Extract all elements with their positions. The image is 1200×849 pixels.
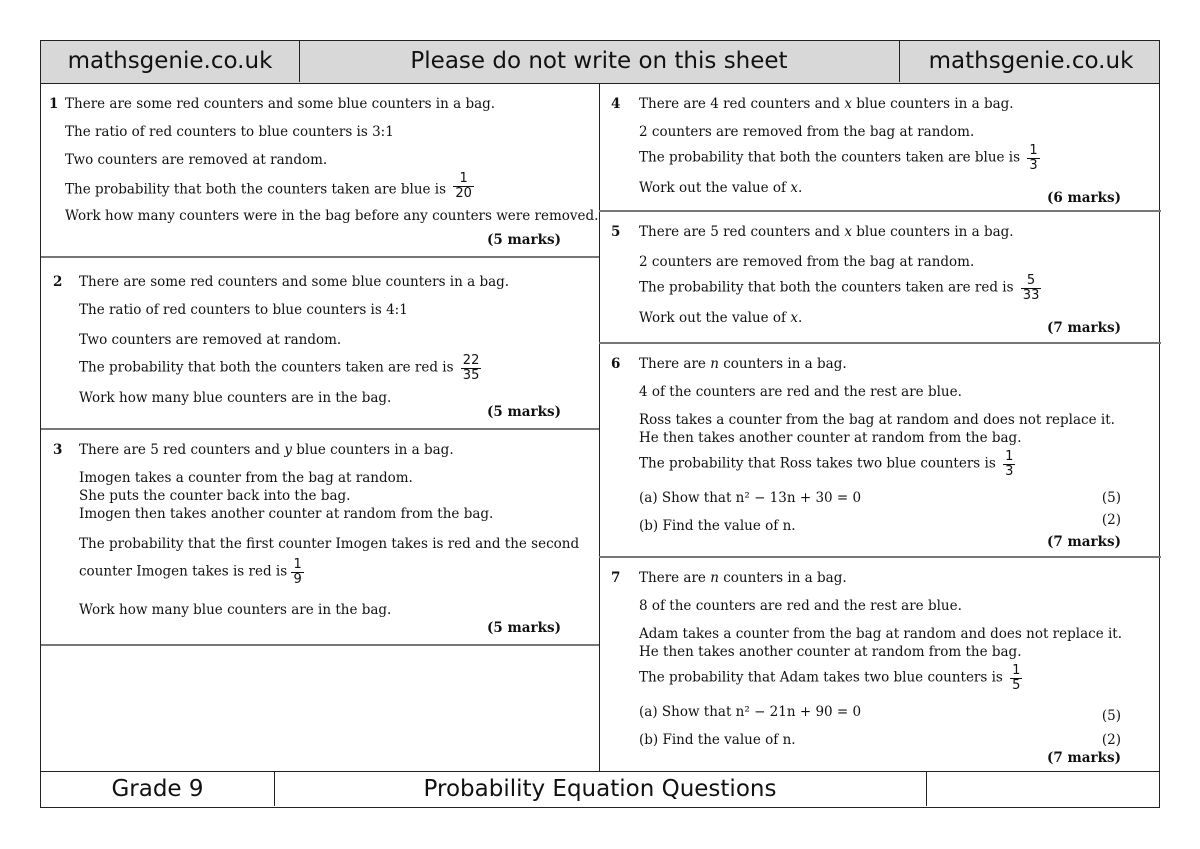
question-text: The probability that both the counters taken are red is bbox=[79, 359, 454, 376]
question-text bbox=[639, 180, 802, 196]
header-site-left: mathsgenie.co.uk bbox=[41, 41, 300, 82]
fraction-denominator: 3 bbox=[1029, 157, 1038, 173]
part-a-marks: (5) bbox=[1101, 490, 1121, 506]
question-text: counters in a bag. bbox=[718, 570, 847, 586]
question-text: blue counters in a bag. bbox=[851, 224, 1014, 240]
question-text: The ratio of red counters to blue counters is 4:1 bbox=[79, 302, 408, 318]
question-text: The probability that both the counters taken are red is bbox=[639, 279, 1014, 296]
question-text: He then takes another counter at random from the bag. bbox=[639, 644, 1022, 660]
question-text: The probability that Adam takes two blue counters is bbox=[639, 669, 1003, 686]
question-7 bbox=[599, 558, 1161, 774]
question-text: Work how many counters were in the bag before any counters were removed. bbox=[65, 208, 599, 224]
fraction-denominator: 20 bbox=[455, 185, 472, 201]
fraction bbox=[461, 354, 482, 382]
variable: n bbox=[710, 570, 719, 586]
question-5 bbox=[599, 212, 1161, 344]
question-text: Imogen then takes another counter at random from the bag. bbox=[79, 506, 494, 522]
part-b-text: (b) Find the value of n. bbox=[639, 518, 796, 534]
question-text: Work out the value of bbox=[639, 180, 791, 196]
question-text bbox=[79, 442, 454, 458]
question-text: Work how many blue counters are in the bag. bbox=[79, 390, 392, 406]
fraction-numerator: 5 bbox=[1021, 274, 1042, 289]
marks-label: (6 marks) bbox=[1047, 190, 1121, 206]
right-column bbox=[599, 84, 1161, 771]
fraction-numerator: 1 bbox=[453, 172, 474, 187]
question-text bbox=[639, 356, 847, 372]
left-column bbox=[41, 84, 600, 771]
question-text bbox=[639, 310, 802, 326]
header-notice: Please do not write on this sheet bbox=[410, 48, 788, 74]
question-text: There are some red counters and some blue counters in a bag. bbox=[79, 274, 510, 290]
worksheet bbox=[40, 40, 1160, 808]
question-6 bbox=[599, 344, 1161, 558]
question-number: 3 bbox=[53, 442, 63, 458]
fraction bbox=[1027, 144, 1039, 172]
fraction-denominator: 3 bbox=[1005, 463, 1014, 479]
question-text bbox=[79, 558, 307, 586]
fraction bbox=[1010, 664, 1022, 692]
question-text: Imogen takes a counter from the bag at random. bbox=[79, 470, 413, 486]
fraction-numerator: 22 bbox=[462, 353, 480, 368]
fraction-denominator: 5 bbox=[1012, 677, 1021, 693]
question-text: There are 4 red counters and bbox=[639, 96, 845, 112]
part-b-marks: (2) bbox=[1101, 512, 1121, 528]
question-text bbox=[639, 664, 1025, 692]
question-number: 7 bbox=[611, 570, 621, 586]
marks-label: (5 marks) bbox=[487, 232, 561, 248]
question-text: The probability that both the counters taken are blue is bbox=[639, 149, 1021, 166]
fraction-denominator: 33 bbox=[1022, 287, 1040, 303]
question-number: 6 bbox=[611, 356, 621, 372]
question-text: The probability that both the counters taken are blue is bbox=[65, 181, 447, 198]
marks-label: (5 marks) bbox=[487, 404, 561, 420]
marks-label: (7 marks) bbox=[1047, 750, 1121, 766]
variable: x bbox=[844, 224, 852, 240]
fraction bbox=[1003, 450, 1015, 478]
variable: n bbox=[710, 356, 719, 372]
variable: y bbox=[284, 442, 292, 458]
fraction-denominator: 35 bbox=[462, 367, 480, 383]
marks-label: (7 marks) bbox=[1047, 534, 1121, 550]
question-number: 1 bbox=[49, 96, 59, 112]
question-text: Two counters are removed at random. bbox=[65, 152, 328, 168]
question-text: Work out the value of bbox=[639, 310, 791, 326]
footer-topic: Probability Equation Questions bbox=[423, 776, 777, 802]
question-1 bbox=[41, 84, 599, 258]
question-number: 4 bbox=[611, 96, 621, 112]
question-text bbox=[79, 354, 484, 382]
question-3 bbox=[41, 430, 599, 646]
question-text: Ross takes a counter from the bag at random and does not replace it. bbox=[639, 412, 1115, 428]
question-text: . bbox=[797, 310, 803, 326]
question-text: 2 counters are removed from the bag at random. bbox=[639, 254, 975, 270]
fraction-numerator: 1 bbox=[293, 557, 302, 572]
question-text: There are 5 red counters and bbox=[79, 442, 285, 458]
question-text bbox=[639, 144, 1043, 172]
part-b-text: (b) Find the value of n. bbox=[639, 732, 796, 748]
question-text: She puts the counter back into the bag. bbox=[79, 488, 351, 504]
fraction-numerator: 1 bbox=[1005, 449, 1014, 464]
question-text: 2 counters are removed from the bag at random. bbox=[639, 124, 975, 140]
question-text: counters in a bag. bbox=[718, 356, 847, 372]
fraction bbox=[1021, 274, 1042, 302]
marks-label: (5 marks) bbox=[487, 620, 561, 636]
question-text: blue counters in a bag. bbox=[851, 96, 1014, 112]
question-text: He then takes another counter at random from the bag. bbox=[639, 430, 1022, 446]
question-text: The probability that the first counter Imogen takes is red and the second bbox=[79, 536, 580, 552]
question-number: 5 bbox=[611, 224, 621, 240]
question-text bbox=[639, 274, 1044, 302]
question-text: Adam takes a counter from the bag at random and does not replace it. bbox=[639, 626, 1123, 642]
part-a-text: (a) Show that n² − 21n + 90 = 0 bbox=[639, 704, 862, 720]
question-text bbox=[639, 96, 1014, 112]
variable: x bbox=[844, 96, 852, 112]
question-text: counter Imogen takes is red is bbox=[79, 563, 288, 580]
variable: x bbox=[790, 180, 798, 196]
fraction bbox=[453, 172, 474, 200]
question-text bbox=[65, 171, 477, 201]
question-text bbox=[639, 570, 847, 586]
part-a-text: (a) Show that n² − 13n + 30 = 0 bbox=[639, 490, 862, 506]
question-text: . bbox=[797, 180, 803, 196]
question-text: blue counters in a bag. bbox=[291, 442, 454, 458]
question-text: 4 of the counters are red and the rest are blue. bbox=[639, 384, 962, 400]
question-text: Work how many blue counters are in the bag. bbox=[79, 602, 392, 618]
fraction-denominator: 9 bbox=[293, 571, 302, 587]
question-text: There are 5 red counters and bbox=[639, 224, 845, 240]
question-text: Two counters are removed at random. bbox=[79, 332, 342, 348]
question-text: There are bbox=[639, 356, 711, 372]
question-2 bbox=[41, 258, 599, 430]
header-site-right: mathsgenie.co.uk bbox=[899, 41, 1162, 82]
marks-label: (7 marks) bbox=[1047, 320, 1121, 336]
header-bar bbox=[41, 41, 1159, 84]
fraction bbox=[291, 558, 303, 586]
question-number: 2 bbox=[53, 274, 63, 290]
question-4 bbox=[599, 84, 1161, 212]
question-text bbox=[639, 224, 1014, 240]
question-text: 8 of the counters are red and the rest are blue. bbox=[639, 598, 962, 614]
footer-grade: Grade 9 bbox=[41, 772, 275, 806]
fraction-numerator: 1 bbox=[1012, 663, 1021, 678]
part-b-marks: (2) bbox=[1101, 732, 1121, 748]
question-text: The probability that Ross takes two blue counters is bbox=[639, 455, 996, 472]
footer-bar bbox=[41, 771, 1159, 807]
question-text bbox=[639, 450, 1018, 478]
footer-blank-cell bbox=[926, 772, 1162, 806]
question-text: The ratio of red counters to blue counters is 3:1 bbox=[65, 124, 394, 140]
part-a-marks: (5) bbox=[1101, 708, 1121, 724]
fraction-numerator: 1 bbox=[1029, 143, 1038, 158]
variable: x bbox=[790, 310, 798, 326]
question-text: There are bbox=[639, 570, 711, 586]
question-text: There are some red counters and some blue counters in a bag. bbox=[65, 96, 496, 112]
